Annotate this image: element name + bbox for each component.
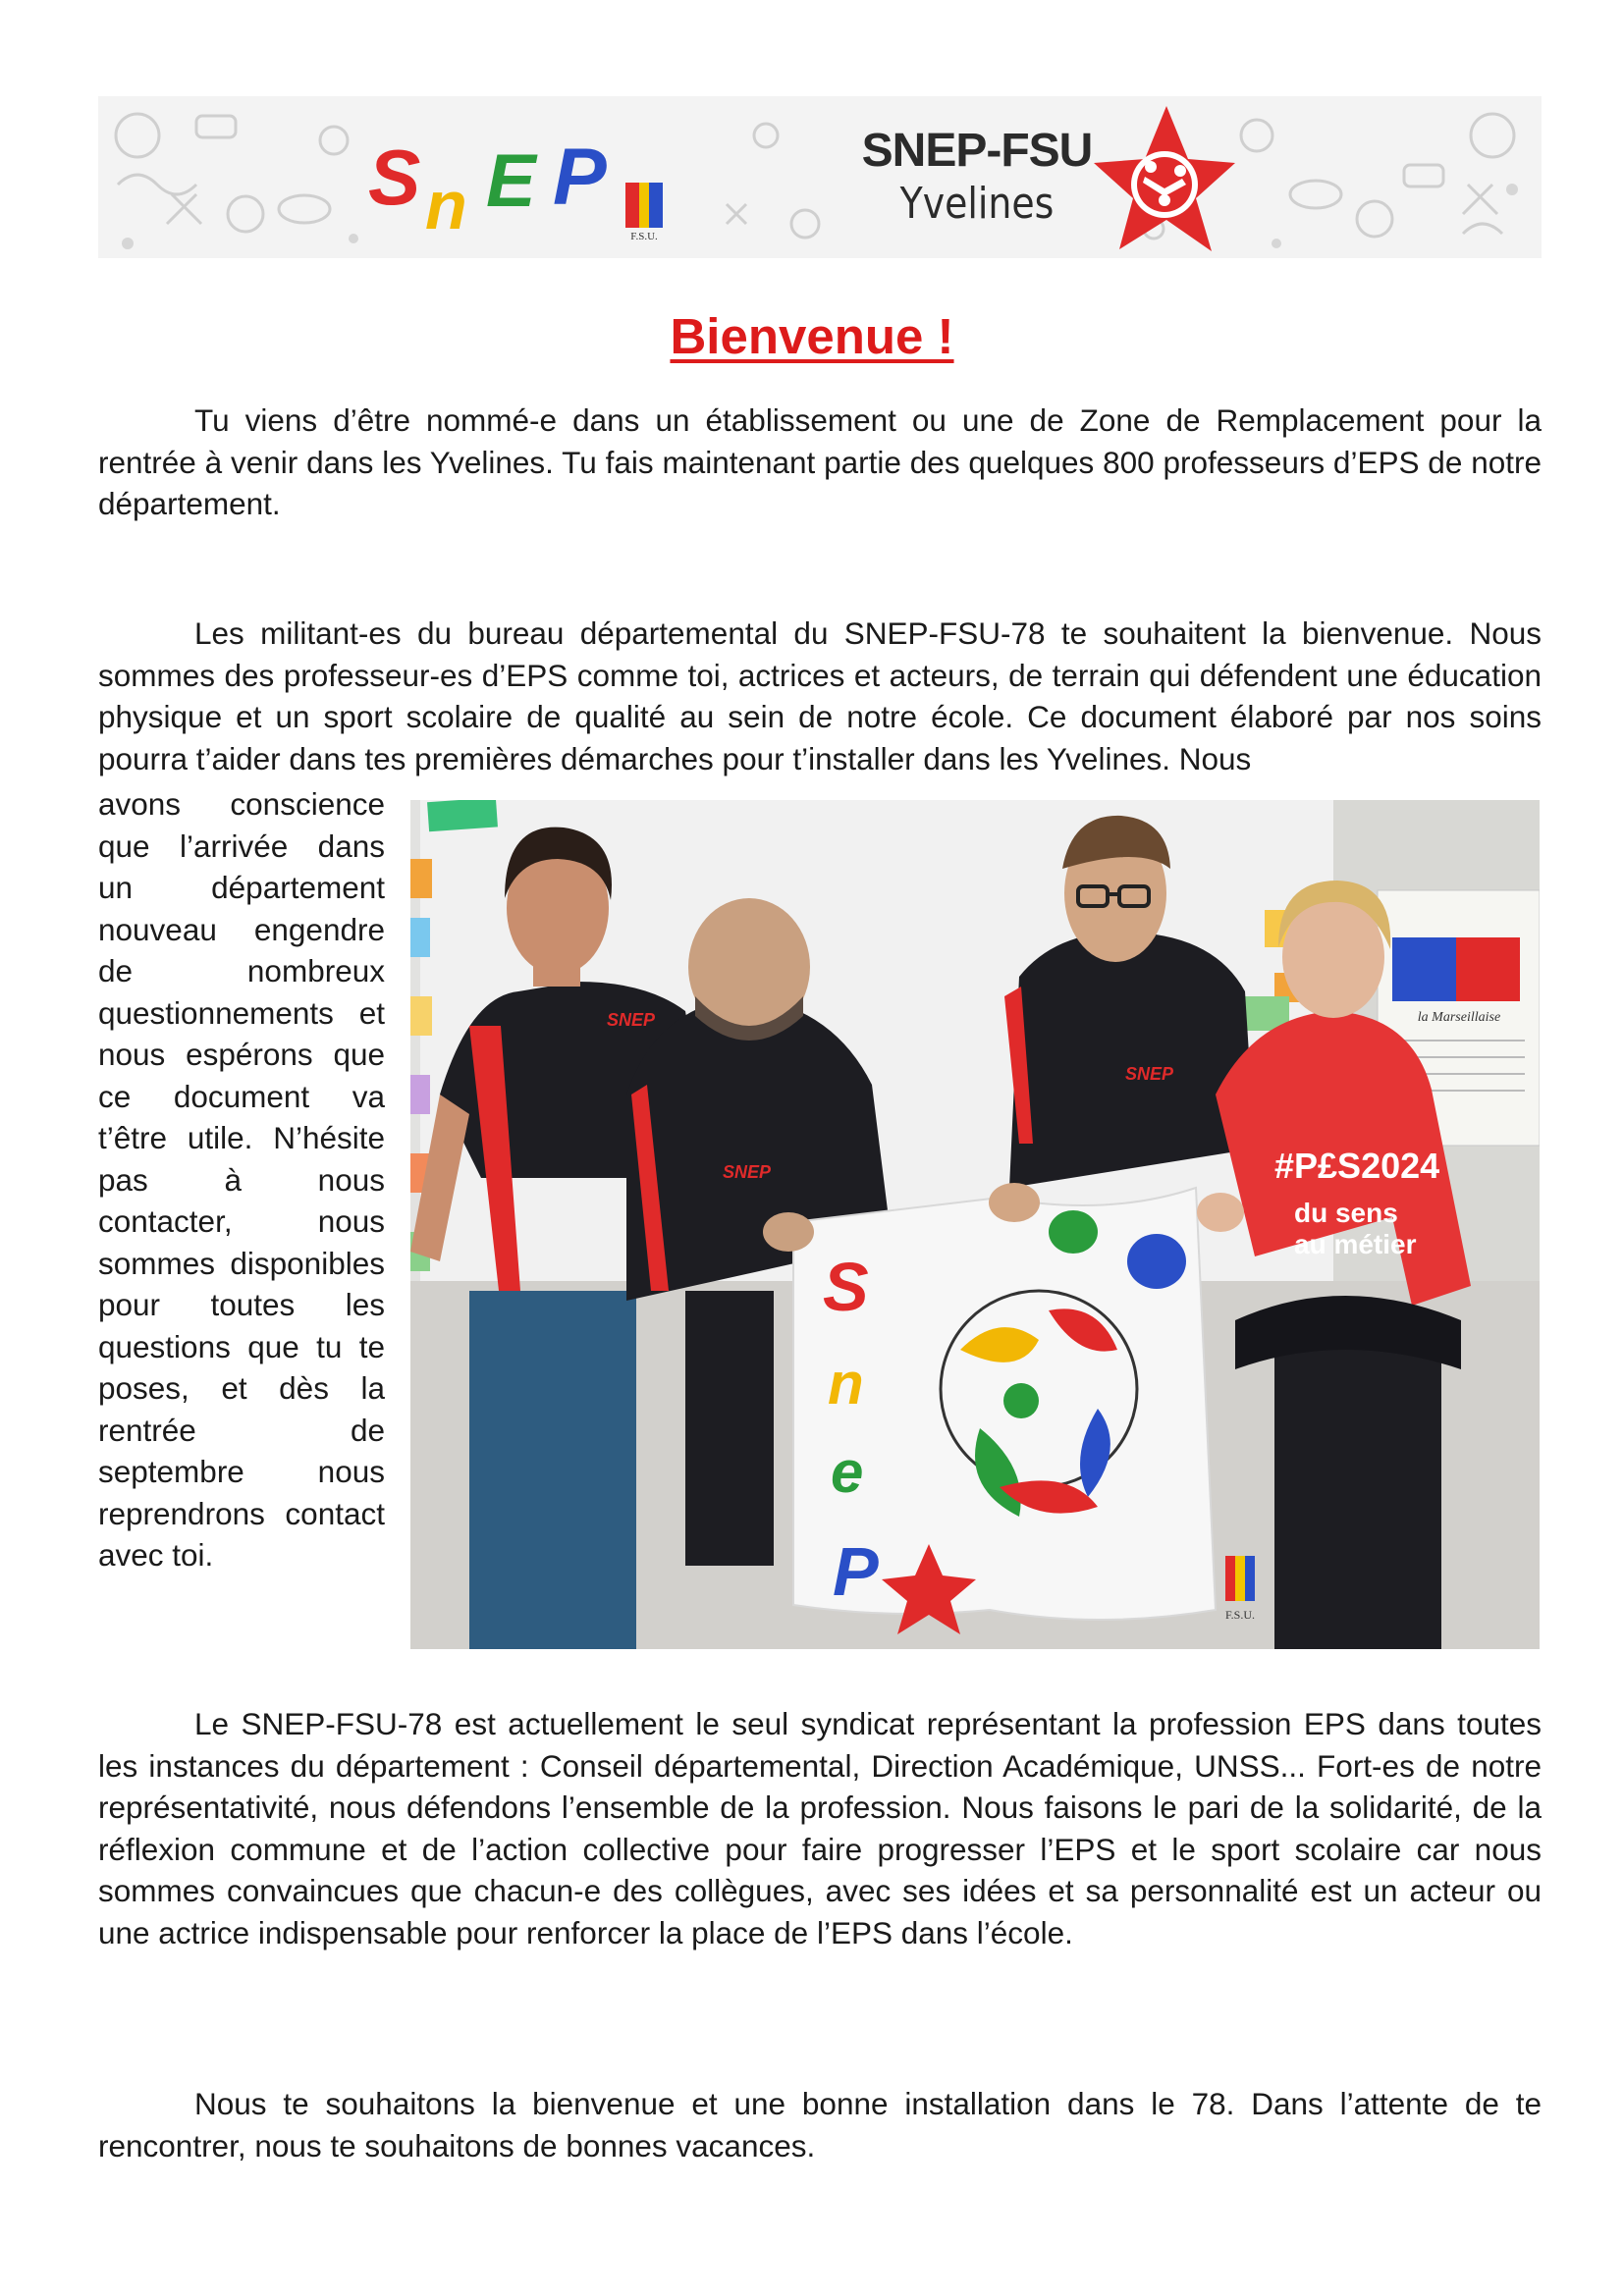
flag-letter-p: P <box>833 1533 879 1610</box>
sports-doodle-background <box>98 96 1542 258</box>
snep-fsu-yvelines-wordmark <box>859 124 1095 230</box>
logo-letter-p: P <box>553 133 607 222</box>
red-shirt-line-2: du sens <box>1294 1198 1398 1228</box>
flag-letter-s: S <box>823 1249 869 1325</box>
logo-letter-e: E <box>486 139 536 223</box>
team-photo-illustration <box>410 800 1540 1649</box>
welcome-paragraph: Les militant-es du bureau départemental du SNEP-FSU-78 te souhaitent la bienvenue. Nous sommes des professeur-es d’EPS comme toi, actrices et acteurs, de terrain qui défendent une éducation physique et un sport scolaire de qualité au sein de notre école. Ce document élaboré par nos soins pourra t’aider dans tes premières démarches pour t’installer dans les Yvelines. Nous <box>98 615 1542 776</box>
shirt-logo-3: SNEP <box>1125 1064 1174 1084</box>
snep-flag <box>793 1188 1255 1634</box>
logo-subtitle: Yvelines <box>899 179 1055 229</box>
welcome-paragraph-continued: avons conscience que l’arrivée dans un département nouveau engendre de nombreux questionnements et nous espérons que ce document va t’être utile. N’hésite pas à nous contacter, nous sommes disponibles pour toutes les questions que tu te poses, et dès la rentrée de septembre nous reprendrons contact avec toi. <box>98 786 385 1573</box>
flag-letter-n: n <box>828 1351 864 1416</box>
flag-letter-e: e <box>831 1439 864 1505</box>
representation-paragraph: Le SNEP-FSU-78 est actuellement le seul syndicat représentant la profession EPS dans toutes les instances du département : Conseil départemental, Direction Académique, UNSS... Fort-es de notre représentativité, nous défendons l’ensemble de la profession. Nous faisons le pari de la solidarité, de la réflexion commune et de l’action collective pour faire progresser l’EPS et le sport scolaire car nous sommes convaincues que chacun-e des collègues, avec ses idées et sa personnalité est un acteur ou une actrice indispensable pour renforcer la place de l’EPS dans l’école. <box>98 1706 1542 1950</box>
shirt-logo-1: SNEP <box>607 1010 656 1030</box>
logo-title: SNEP-FSU <box>861 125 1093 177</box>
logo-letter-n: n <box>425 167 467 243</box>
poster-text: la Marseillaise <box>1417 1010 1501 1025</box>
fsu-small-label: F.S.U. <box>630 231 658 242</box>
shirt-logo-2: SNEP <box>723 1162 772 1182</box>
red-shirt-line-1: #P£S2024 <box>1274 1146 1440 1186</box>
red-shirt-line-3: au métier <box>1294 1229 1417 1259</box>
logo-letter-s: S <box>368 133 421 221</box>
page-title: Bienvenue ! <box>670 308 954 364</box>
header-banner <box>98 96 1542 258</box>
flag-fsu-label: F.S.U. <box>1224 1608 1256 1622</box>
snep-fsu-logo <box>368 126 692 243</box>
red-star-logo <box>1090 102 1237 254</box>
closing-paragraph: Nous te souhaitons la bienvenue et une bonne installation dans le 78. Dans l’attente de te rencontrer, nous te souhaitons de bonnes vacances. <box>98 2086 1542 2163</box>
team-photo <box>410 800 1540 1649</box>
intro-paragraph: Tu viens d’être nommé-e dans un établissement ou une de Zone de Remplacement pour la rentrée à venir dans les Yvelines. Tu fais maintenant partie des quelques 800 professeurs d’EPS de notre département. <box>98 402 1542 521</box>
